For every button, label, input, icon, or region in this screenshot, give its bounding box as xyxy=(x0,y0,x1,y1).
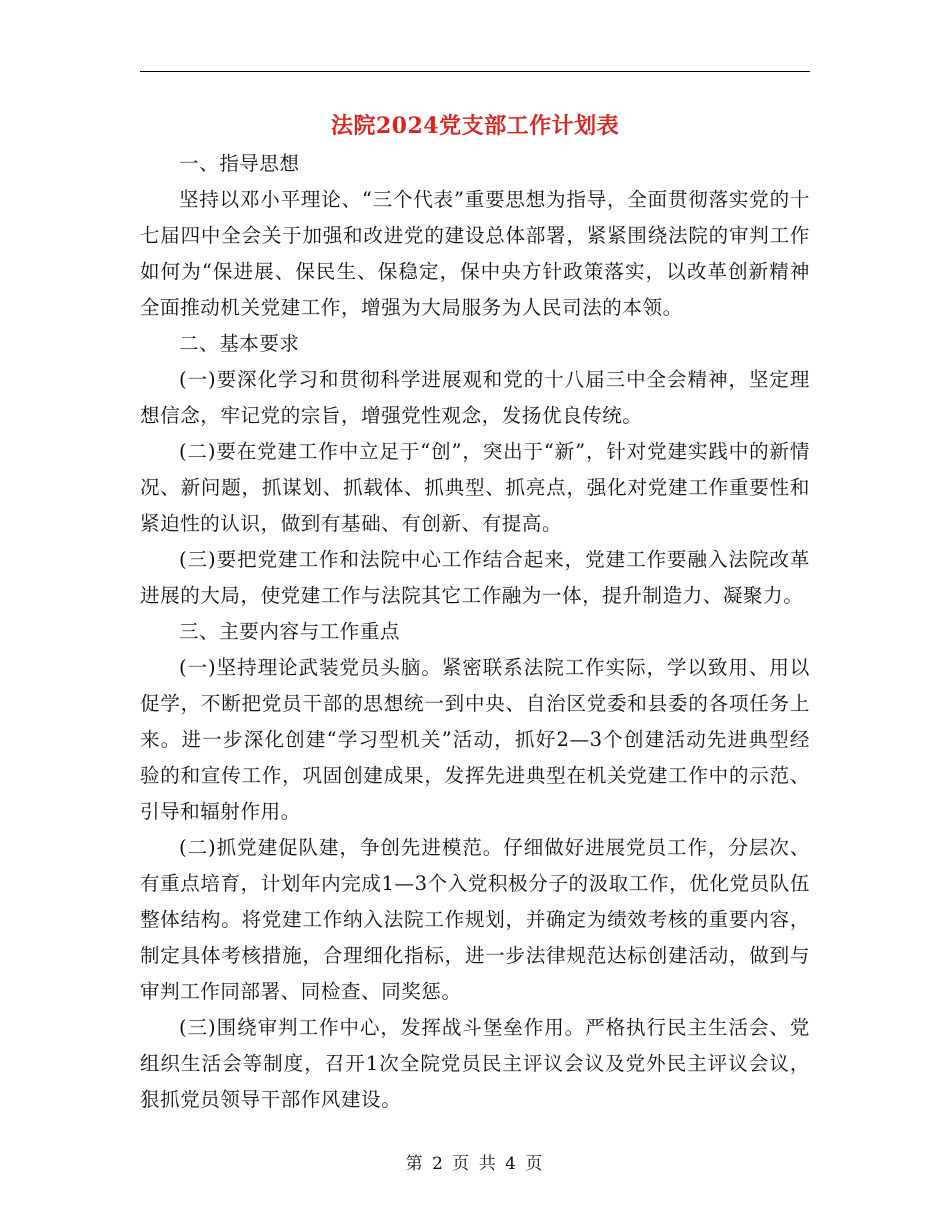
paragraph-content-2: (二)抓党建促队建，争创先进模范。仔细做好进展党员工作，分层次、有重点培育，计划年内完成1—3个入党积极分子的汲取工作，优化党员队伍整体结构。将党建工作纳入法院工作规划，并确定为绩效考核的重要内容，制定具体考核措施，合理细化指标，进一步法律规范达标创建活动，做到与审判工作同部署、同检查、同奖惩。 xyxy=(140,836,810,1003)
section-heading-basic-requirements: 二、基本要求 xyxy=(179,332,300,355)
paragraph-requirement-2: (二)要在党建工作中立足于“创”，突出于“新”，针对党建实践中的新情况、新问题，抓谋划、抓载体、抓典型、抓亮点，强化对党建工作重要性和紧迫性的认识，做到有基础、有创新、有提高。 xyxy=(140,440,810,535)
document-body xyxy=(140,146,810,1118)
paragraph-requirement-1: (一)要深化学习和贯彻科学进展观和党的十八届三中全会精神，坚定理想信念，牢记党的宗旨，增强党性观念，发扬优良传统。 xyxy=(140,368,810,427)
section-heading-guiding-ideology: 一、指导思想 xyxy=(179,152,300,175)
document-title: 法院2024党支部工作计划表 xyxy=(330,113,620,139)
paragraph-guiding-ideology: 坚持以邓小平理论、“三个代表”重要思想为指导，全面贯彻落实党的十七届四中全会关于加强和改进党的建设总体部署，紧紧围绕法院的审判工作如何为“保进展、保民生、保稳定，保中央方针政策落实，以改革创新精神全面推动机关党建工作，增强为大局服务为人民司法的本领。 xyxy=(140,188,810,319)
section-heading-main-content: 三、主要内容与工作重点 xyxy=(179,620,401,643)
paragraph-requirement-3: (三)要把党建工作和法院中心工作结合起来，党建工作要融入法院改革进展的大局，使党建工作与法院其它工作融为一体，提升制造力、凝聚力。 xyxy=(140,548,810,607)
header-rule xyxy=(140,71,810,72)
paragraph-content-3: (三)围绕审判工作中心，发挥战斗堡垒作用。严格执行民主生活会、党组织生活会等制度，召开1次全院党员民主评议会议及党外民主评议会议，狠抓党员领导干部作风建设。 xyxy=(140,1016,810,1111)
page-number-footer: 第 2 页 共 4 页 xyxy=(405,1154,545,1174)
paragraph-content-1: (一)坚持理论武装党员头脑。紧密联系法院工作实际，学以致用、用以促学，不断把党员干部的思想统一到中央、自治区党委和县委的各项任务上来。进一步深化创建“学习型机关”活动，抓好2—3个创建活动先进典型经验的和宣传工作，巩固创建成果，发挥先进典型在机关党建工作中的示范、引导和辐射作用。 xyxy=(140,656,810,823)
